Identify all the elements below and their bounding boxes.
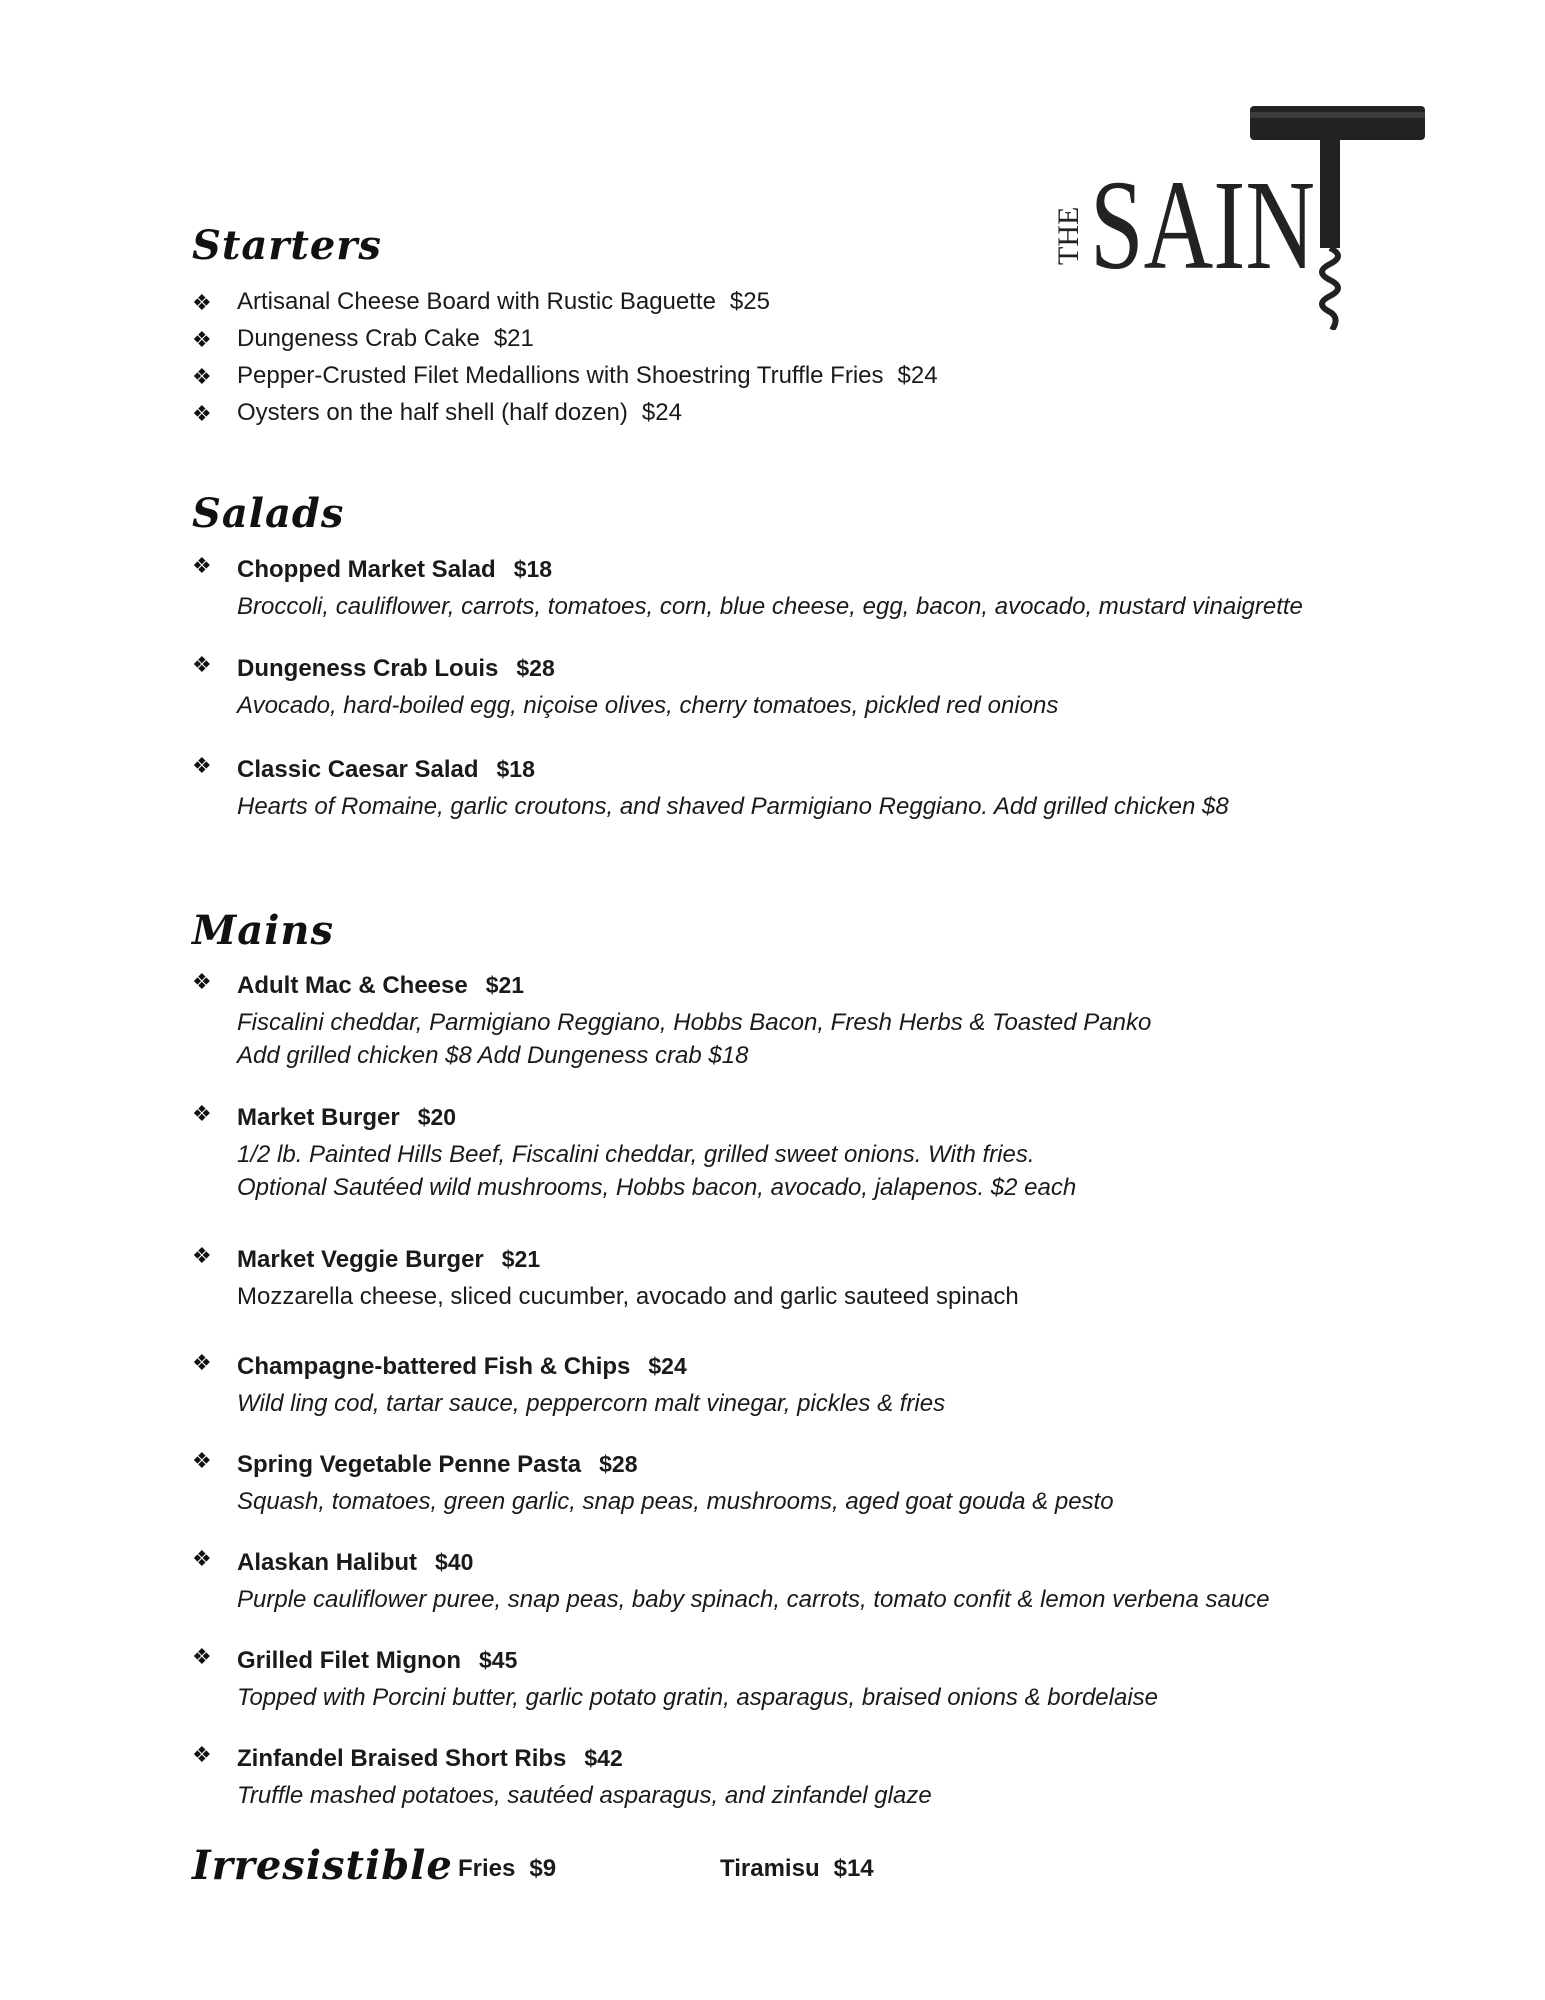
- dish-header: [237, 968, 1372, 1006]
- mains-item: [192, 1447, 1372, 1518]
- dish-header: [237, 1349, 1372, 1387]
- corkscrew-handle: [1250, 106, 1425, 140]
- bullet-icon: ❖: [192, 291, 212, 316]
- item-price: $28: [516, 655, 555, 681]
- starter-item: [192, 320, 1372, 357]
- dish-header: [237, 1643, 1372, 1681]
- item-name: Grilled Filet Mignon: [237, 1647, 461, 1674]
- item-price: $21: [493, 325, 534, 352]
- item-description: Broccoli, cauliflower, carrots, tomatoes, corn, blue cheese, egg, bacon, avocado, mustard vinaigrette: [237, 593, 1303, 620]
- salads-item: [192, 752, 1372, 823]
- item-description: Purple cauliflower puree, snap peas, baby spinach, carrots, tomato confit & lemon verbena sauce: [237, 1586, 1270, 1613]
- item-description: Avocado, hard-boiled egg, niçoise olives, cherry tomatoes, pickled red onions: [237, 692, 1059, 719]
- logo-the-text: THE: [1052, 206, 1085, 265]
- mains-item: [192, 1242, 1372, 1313]
- bullet-icon: ❖: [192, 970, 212, 995]
- item-price: $18: [513, 556, 553, 582]
- item-price: $42: [584, 1745, 623, 1771]
- mains-item: [192, 1545, 1372, 1616]
- bullet-icon: ❖: [192, 365, 212, 390]
- bullet-icon: ❖: [192, 653, 212, 678]
- dish-header: [237, 651, 1372, 689]
- dish-header: [237, 752, 1372, 790]
- item-name: Dungeness Crab Cake: [237, 325, 480, 352]
- item-name: Dungeness Crab Louis: [237, 655, 499, 682]
- mains-item: [192, 968, 1372, 1072]
- item-description: Hearts of Romaine, garlic croutons, and shaved Parmigiano Reggiano. Add grilled chicken $8: [237, 793, 1229, 820]
- bullet-icon: ❖: [192, 1102, 212, 1127]
- item-price: $21: [485, 972, 525, 998]
- corkscrew-stem: [1320, 138, 1340, 248]
- bullet-icon: ❖: [192, 1743, 212, 1768]
- starters-heading: Starters: [192, 222, 382, 269]
- dish-header: [237, 1242, 1372, 1280]
- item-name: Market Veggie Burger: [237, 1246, 484, 1273]
- bullet-icon: ❖: [192, 1645, 212, 1670]
- item-price: $9: [529, 1855, 557, 1882]
- item-description: Fiscalini cheddar, Parmigiano Reggiano, Hobbs Bacon, Fresh Herbs & Toasted Panko: [237, 1009, 1152, 1036]
- item-price: $21: [501, 1246, 541, 1272]
- item-price: $24: [648, 1353, 687, 1379]
- item-price: $28: [599, 1451, 638, 1477]
- irresistible-heading: Irresistible: [192, 1842, 453, 1889]
- bullet-icon: ❖: [192, 1244, 212, 1269]
- item-description: Optional Sautéed wild mushrooms, Hobbs bacon, avocado, jalapenos. $2 each: [237, 1174, 1077, 1201]
- item-name: Oysters on the half shell (half dozen): [237, 399, 628, 426]
- item-name: Market Burger: [237, 1104, 400, 1131]
- item-name: Champagne-battered Fish & Chips: [237, 1353, 631, 1380]
- item-name: Fries: [458, 1855, 516, 1882]
- item-name: Artisanal Cheese Board with Rustic Baguette: [237, 288, 716, 315]
- item-description: Squash, tomatoes, green garlic, snap peas, mushrooms, aged goat gouda & pesto: [237, 1488, 1114, 1515]
- mains-list: [192, 968, 1372, 1812]
- bullet-icon: ❖: [192, 1449, 212, 1474]
- item-name: Pepper-Crusted Filet Medallions with Shoestring Truffle Fries: [237, 362, 884, 389]
- item-description: Wild ling cod, tartar sauce, peppercorn malt vinegar, pickles & fries: [237, 1390, 946, 1417]
- starter-item: [192, 357, 1372, 394]
- salads-heading: Salads: [192, 490, 345, 537]
- bullet-icon: ❖: [192, 754, 212, 779]
- bullet-icon: ❖: [192, 1547, 212, 1572]
- item-description: 1/2 lb. Painted Hills Beef, Fiscalini cheddar, grilled sweet onions. With fries.: [237, 1141, 1035, 1168]
- item-name: Spring Vegetable Penne Pasta: [237, 1451, 582, 1478]
- mains-item: [192, 1643, 1372, 1714]
- irresistible-item-fries: [458, 1855, 556, 1883]
- logo-saint-text: SAIN: [1090, 154, 1315, 296]
- bullet-icon: ❖: [192, 328, 212, 353]
- dish-header: [237, 1100, 1372, 1138]
- bullet-icon: ❖: [192, 402, 212, 427]
- dish-header: [237, 1741, 1372, 1779]
- item-description: Topped with Porcini butter, garlic potato gratin, asparagus, braised onions & bordelaise: [237, 1684, 1159, 1711]
- item-price: $20: [417, 1104, 457, 1130]
- item-price: $40: [435, 1549, 474, 1575]
- item-name: Alaskan Halibut: [237, 1549, 418, 1576]
- item-name: Adult Mac & Cheese: [237, 972, 468, 999]
- starter-item: [192, 283, 1372, 320]
- item-price: $45: [479, 1647, 518, 1673]
- bullet-icon: ❖: [192, 1351, 212, 1376]
- item-name: Zinfandel Braised Short Ribs: [237, 1745, 567, 1772]
- salads-item: [192, 651, 1372, 722]
- dish-header: [237, 1447, 1372, 1485]
- bullet-icon: ❖: [192, 554, 212, 579]
- starter-item: [192, 394, 1372, 431]
- item-name: Chopped Market Salad: [237, 556, 496, 583]
- item-price: $25: [729, 288, 770, 315]
- mains-item: [192, 1741, 1372, 1812]
- mains-item: [192, 1100, 1372, 1204]
- item-description: Add grilled chicken $8 Add Dungeness crab $18: [237, 1042, 749, 1069]
- item-price: $18: [496, 756, 535, 782]
- mains-heading: Mains: [192, 907, 334, 954]
- mains-item: [192, 1349, 1372, 1420]
- irresistible-item-tiramisu: [720, 1855, 874, 1883]
- dish-header: [237, 552, 1372, 590]
- starters-list: [192, 283, 1372, 431]
- item-price: $24: [641, 399, 682, 426]
- salads-item: [192, 552, 1372, 623]
- item-description: Truffle mashed potatoes, sautéed asparagus, and zinfandel glaze: [237, 1782, 932, 1809]
- item-price: $14: [833, 1855, 874, 1882]
- dish-header: [237, 1545, 1372, 1583]
- item-name: Tiramisu: [720, 1855, 820, 1882]
- item-description: Mozzarella cheese, sliced cucumber, avocado and garlic sauteed spinach: [237, 1283, 1019, 1310]
- item-name: Classic Caesar Salad: [237, 756, 479, 783]
- salads-list: [192, 552, 1372, 823]
- item-price: $24: [897, 362, 938, 389]
